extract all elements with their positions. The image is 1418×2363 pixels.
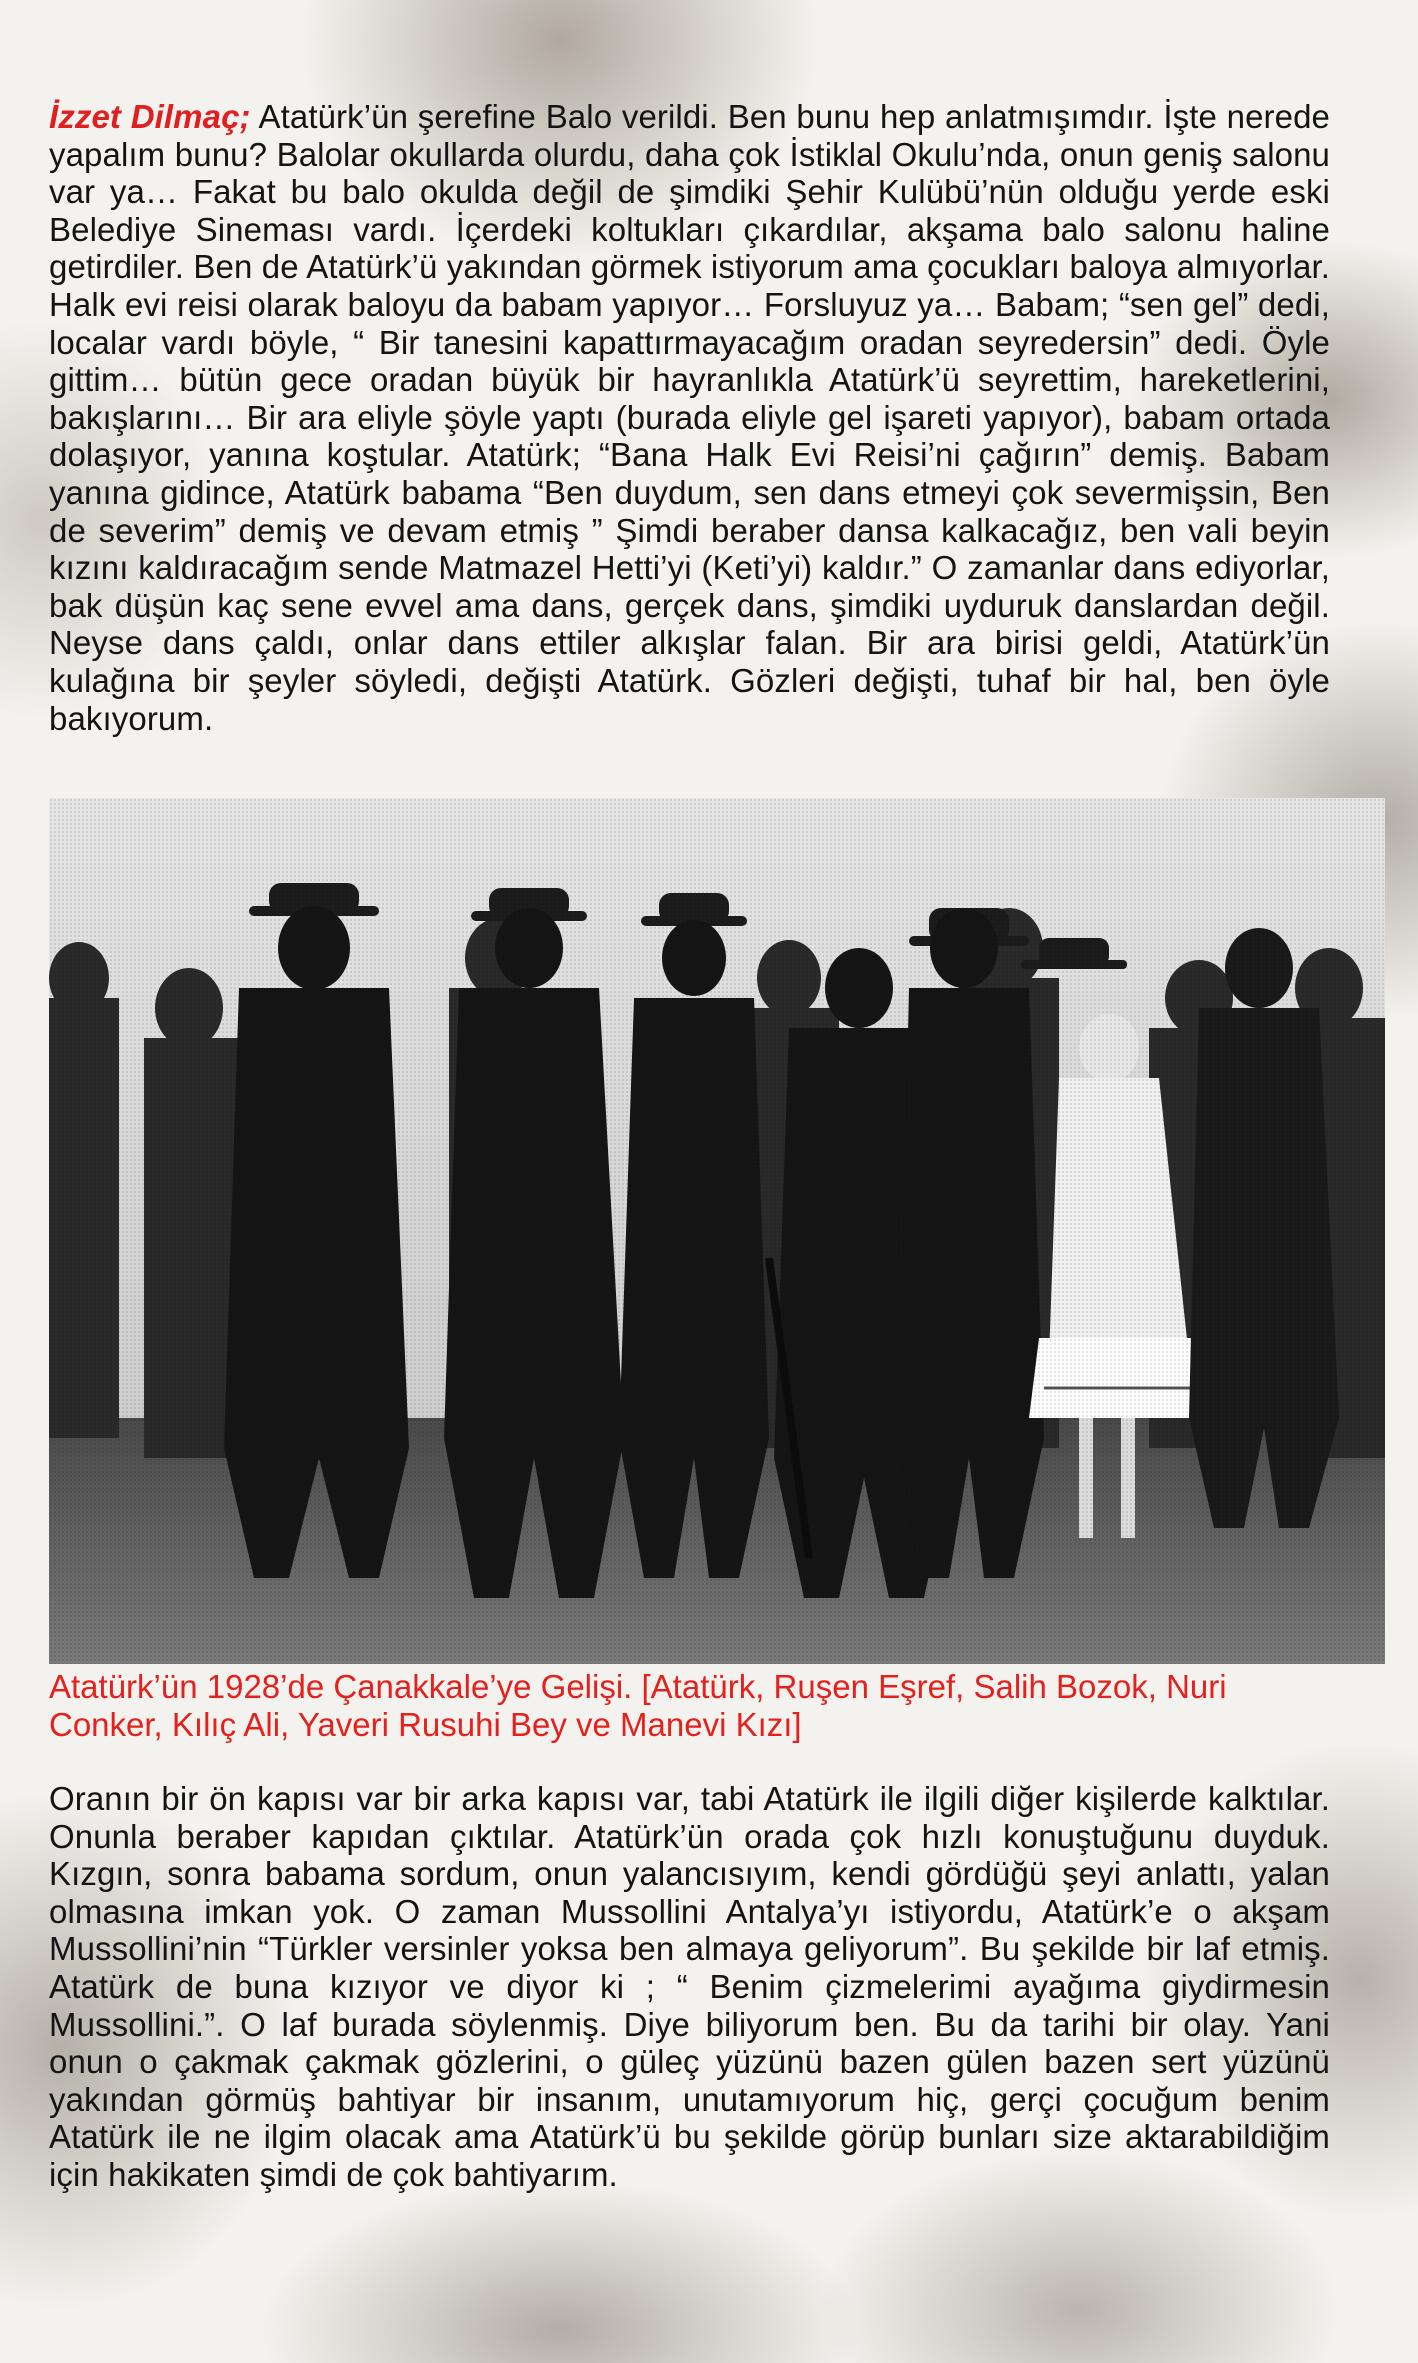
story-paragraph-2: Oranın bir ön kapısı var bir arka kapısı var, tabi Atatürk ile ilgili diğer kişilerde kalktılar. Onunla beraber kapıdan çıktılar. Atatürk’ün orada çok hızlı konuştuğunu duyduk. Kızgın, sonra babama sordum, onun yalancısıyım, kendi gördüğü şeyi anlattı, yalan olmasına imkan yok. O zaman Mussollini Antalya’yı istiyordu, Atatürk’e o akşam Mussollini’nin “Türkler versinler yoksa ben almaya geliyorum”. Bu şekilde bir laf etmiş. Atatürk de buna kızıyor ve diyor ki ; “ Benim çizmelerimi ayağıma giydirmesin Mussollini.”. O laf burada söylenmiş. Diye biliyorum ben. Bu da tarihi bir olay. Yani onun o çakmak çakmak gözlerini, o güleç yüzünü bazen gülen bazen sert yüzünü yakından görmüş bahtiyar bir insanım, unutamıyorum hiç, gerçi çocuğum benim Atatürk ile ne ilgim olacak ama Atatürk’ü bu şekilde görüp bunları size aktarabildiğim için hakikaten şimdi de çok bahtiyarım. (49, 1780, 1330, 2193)
historical-photograph (49, 798, 1385, 1664)
crowd-photo-illustration (49, 798, 1385, 1664)
photo-caption: Atatürk’ün 1928’de Çanakkale’ye Gelişi. [Atatürk, Ruşen Eşref, Salih Bozok, Nuri Conker, Kılıç Ali, Yaveri Rusuhi Bey ve Manevi Kızı] (49, 1668, 1227, 1743)
speaker-name: İzzet Dilmaç; (49, 98, 251, 135)
paragraph-1-text: Atatürk’ün şerefine Balo verildi. Ben bunu hep anlatmışımdır. İşte nerede yapalım bunu? Balolar okullarda olurdu, daha çok İstiklal Okulu’nda, onun geniş salonu var ya… Fakat bu balo okulda değil de şimdiki Şehir Kulübü’nün olduğu yerde eski Belediye Sineması vardı. İçerdeki koltukları çıkardılar, akşama balo salonu haline getirdiler. Ben de Atatürk’ü yakından görmek istiyorum ama çocukları baloya almıyorlar. Halk evi reisi olarak baloyu da babam yapıyor… Forsluyuz ya… Babam; “sen gel” dedi, localar vardı böyle, “ Bir tanesini kapattırmayacağım oradan seyredersin” dedi. Öyle gittim… bütün gece oradan büyük bir hayranlıkla Atatürk’ü seyrettim, hareketlerini, bakışlarını… Bir ara eliyle şöyle yaptı (burada eliyle gel işareti yapıyor), babam ortada dolaşıyor, yanına koştular. Atatürk; “Bana Halk Evi Reisi’ni çağırın” demiş. Babam yanına gidince, Atatürk babama “Ben duydum, sen dans etmeyi çok severmişsin, Ben de severim” demiş ve devam etmiş ” Şimdi beraber dansa kalkacağız, ben vali beyin kızını kaldıracağım sende Matmazel Hetti’yi (Keti’yi) kaldır.” O zamanlar dans ediyorlar, bak düşün kaç sene evvel ama dans, gerçek dans, şimdiki uyduruk danslardan değil. Neyse dans çaldı, onlar dans ettiler alkışlar falan. Bir ara birisi geldi, Atatürk’ün kulağına bir şeyler söyledi, değişti Atatürk. Gözleri değişti, tuhaf bir hal, ben öyle bakıyorum. (49, 98, 1330, 737)
story-paragraph-1 (49, 98, 1330, 737)
